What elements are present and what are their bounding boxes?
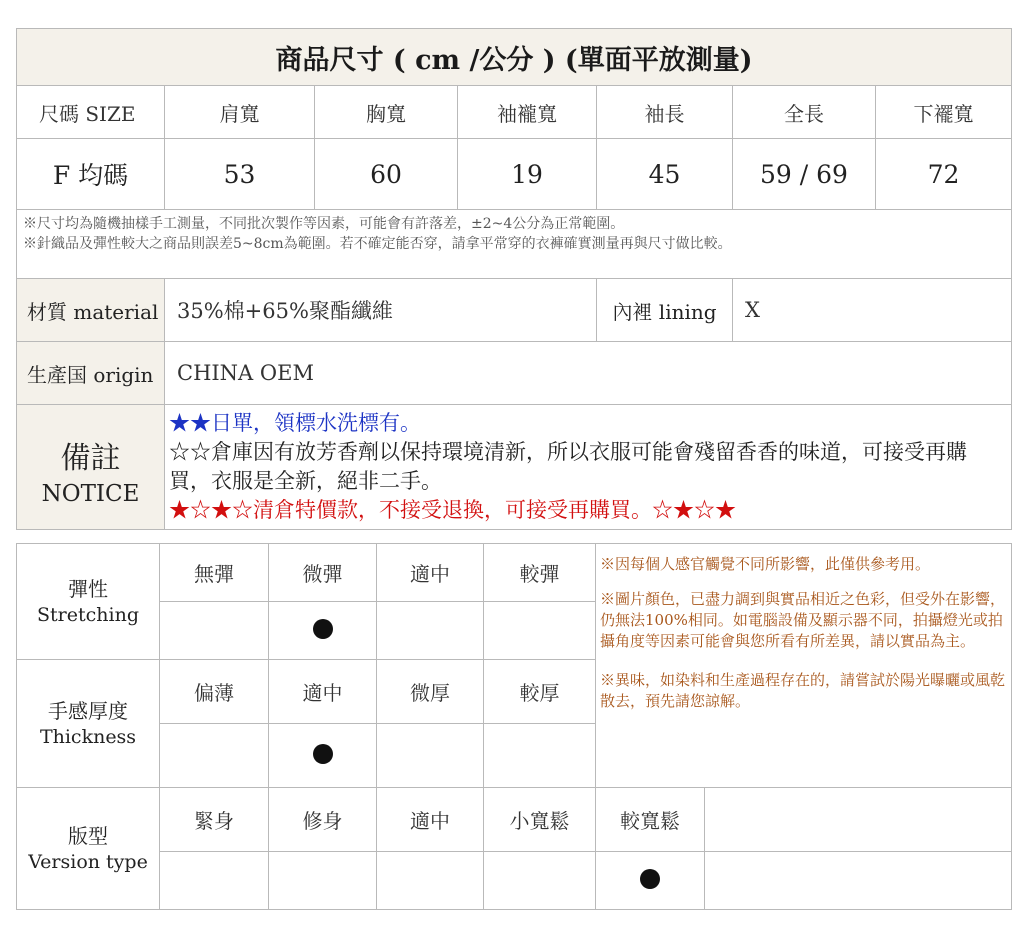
fit-option: 較寬鬆 [596, 788, 705, 852]
attribute-note-2: ※圖片顏色，已盡力調到與實品相近之色彩，但受外在影響，仍無法100%相同。如電腦設備及顯示器不同，拍攝燈光或拍攝角度等因素可能會與您所看有所差異，請以實品為主。 [600, 590, 1006, 650]
thickness-selected-dot [313, 744, 333, 764]
fit-option: 適中 [377, 788, 484, 852]
attribute-note-3: ※異味，如染料和生產過程存在的，請嘗試於陽光曝曬或風乾散去，預先請您諒解。 [600, 671, 1006, 710]
notice-line-1: ★★日單，領標水洗標有。 [169, 411, 421, 435]
header-armhole: 袖襱寬 [458, 86, 597, 139]
attributes-table [16, 543, 1012, 910]
notice-label-en: NOTICE [41, 481, 140, 507]
notice-line-2: ☆☆倉庫因有放芳香劑以保持環境清新，所以衣服可能會殘留香香的味道，可接受再購買，衣服是全新，絕非二手。 [169, 440, 967, 493]
stretch-label [17, 544, 160, 660]
fit-option: 修身 [269, 788, 377, 852]
fit-indicator-row [17, 852, 1012, 910]
thickness-label-zh: 手感厚度 [48, 698, 128, 723]
header-length: 全長 [733, 86, 876, 139]
thickness-option: 偏薄 [160, 660, 269, 724]
header-size: 尺碼 SIZE [17, 86, 165, 139]
notice-label [17, 405, 165, 530]
header-shoulder: 肩寬 [165, 86, 315, 139]
notice-label-zh: 備註 [60, 441, 121, 476]
thickness-option: 微厚 [377, 660, 484, 724]
fit-label [17, 788, 160, 910]
material-label: 材質 material [17, 279, 165, 342]
armhole-value: 19 [458, 139, 597, 210]
lining-value: X [733, 279, 1012, 342]
fit-label-zh: 版型 [68, 823, 108, 848]
fit-option: 小寬鬆 [484, 788, 596, 852]
fit-selected-dot [640, 869, 660, 889]
size-table [16, 28, 1012, 530]
stretch-option: 微彈 [269, 544, 377, 602]
thickness-label [17, 660, 160, 788]
stretch-option: 適中 [377, 544, 484, 602]
hem-value: 72 [876, 139, 1012, 210]
thickness-option: 較厚 [484, 660, 596, 724]
measurement-note-1: ※尺寸均為隨機抽樣手工測量，不同批次製作等因素，可能會有許落差，±2~4公分為正常範圍。 [23, 216, 625, 232]
chest-value: 60 [315, 139, 458, 210]
stretch-label-en: Stretching [37, 603, 139, 626]
length-value: 59 / 69 [733, 139, 876, 210]
header-hem: 下襬寬 [876, 86, 1012, 139]
notice-line-3: ★☆★☆清倉特價款，不接受退換，可接受再購買。☆★☆★ [169, 498, 736, 522]
size-value: F 均碼 [17, 139, 165, 210]
shoulder-value: 53 [165, 139, 315, 210]
stretch-label-zh: 彈性 [68, 576, 108, 601]
material-value: 35%棉+65%聚酯纖維 [165, 279, 597, 342]
measurement-notes [17, 210, 1012, 279]
attribute-notes [596, 544, 1012, 788]
notice-content [165, 405, 1012, 530]
origin-value: CHINA OEM [165, 342, 1012, 405]
fit-label-en: Version type [28, 850, 148, 873]
measurement-note-2: ※針織品及彈性較大之商品則誤差5~8cm為範圍。若不確定能否穿，請拿平常穿的衣褲確實測量再與尺寸做比較。 [23, 236, 732, 252]
origin-label: 生產国 origin [17, 342, 165, 405]
stretch-option: 無彈 [160, 544, 269, 602]
stretch-option: 較彈 [484, 544, 596, 602]
attribute-note-1: ※因每個人感官觸覺不同所影響，此僅供參考用。 [600, 555, 931, 573]
sleeve-value: 45 [597, 139, 733, 210]
stretch-selected-dot [313, 619, 333, 639]
size-table-title: 商品尺寸 ( cm /公分 ) (單面平放測量) [17, 29, 1012, 86]
fit-option: 緊身 [160, 788, 269, 852]
thickness-option: 適中 [269, 660, 377, 724]
header-sleeve: 袖長 [597, 86, 733, 139]
header-chest: 胸寬 [315, 86, 458, 139]
lining-label: 內裡 lining [597, 279, 733, 342]
thickness-label-en: Thickness [39, 725, 137, 748]
